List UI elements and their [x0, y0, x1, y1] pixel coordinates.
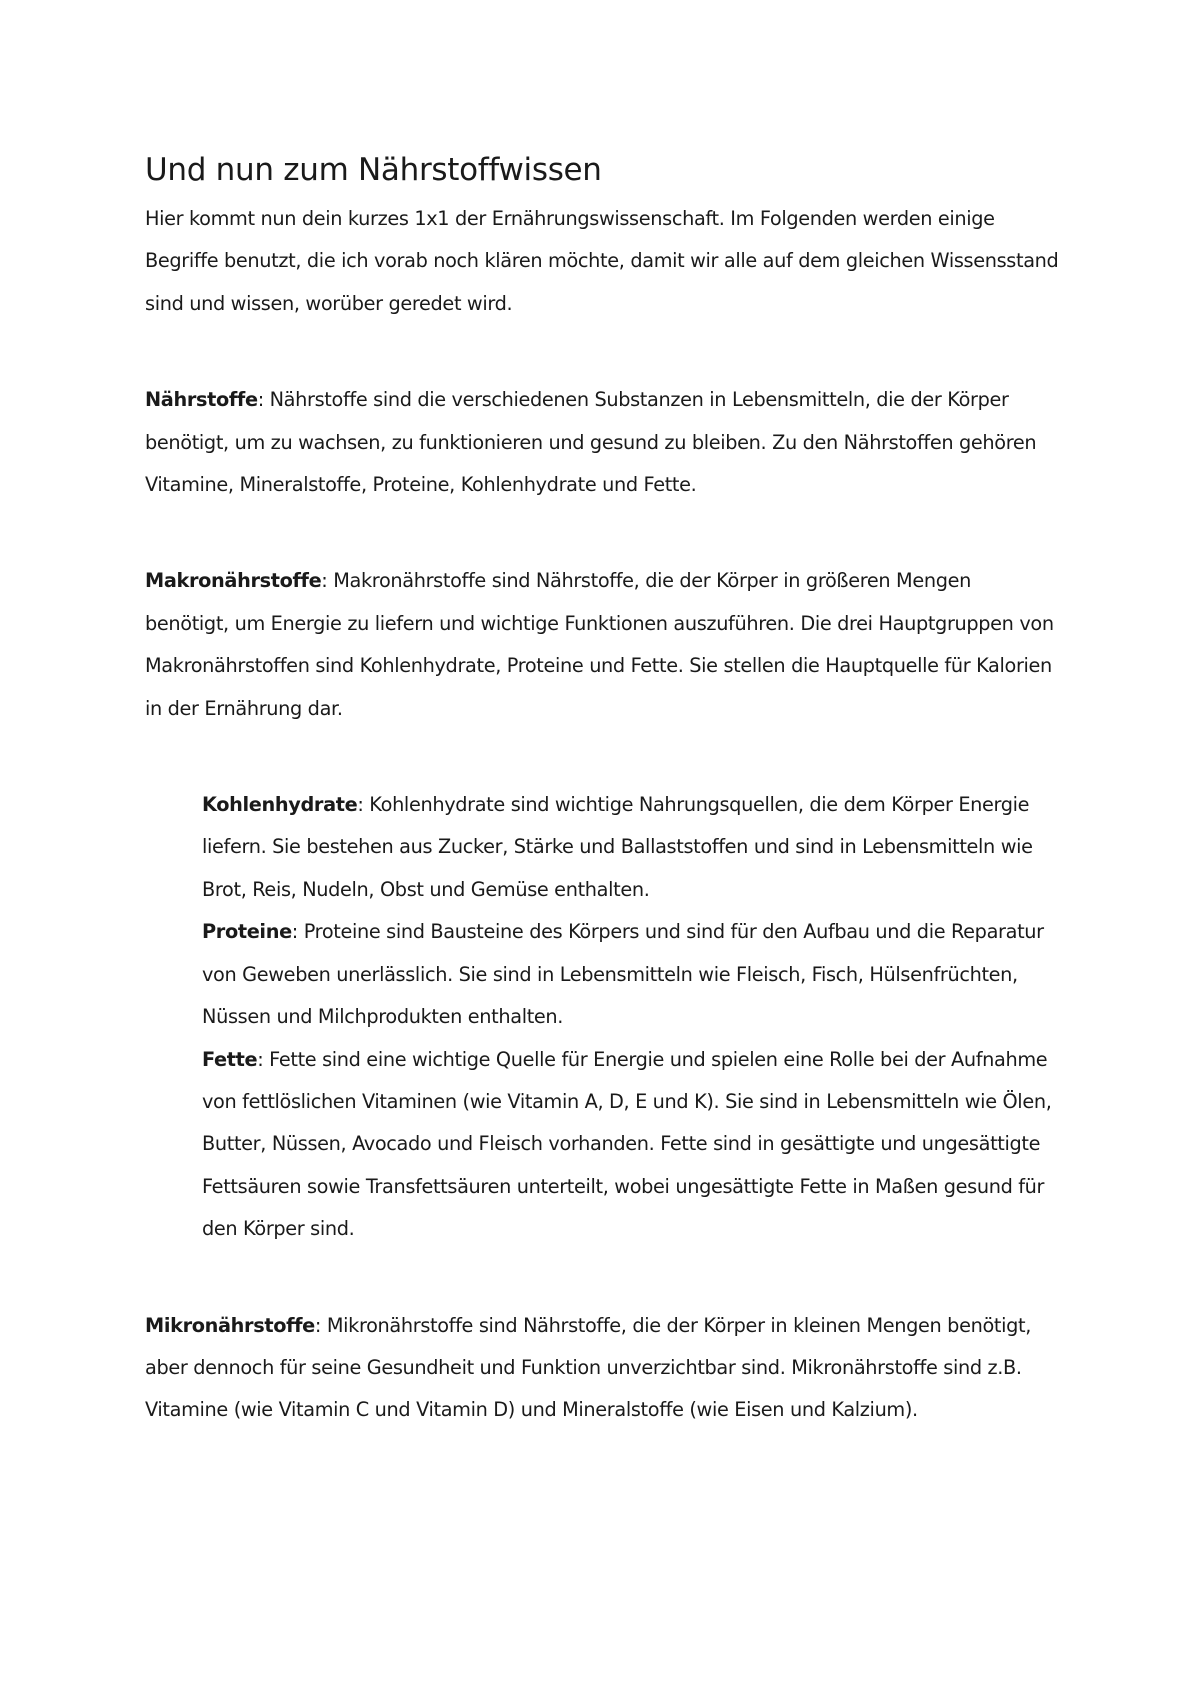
mikro-text: : Mikronährstoffe sind Nährstoffe, die der Körper in kleinen Mengen benötigt, aber dennoch für seine Gesundheit und Funktion unverzichtbar sind. Mikronährstoffe sind z.B. Vitamine (wie Vitamin C und Vitamin D) und Mineralstoffe (wie Eisen und Kalzium). — [145, 1313, 1031, 1422]
proteine-term: Proteine — [202, 920, 292, 944]
fette-text: : Fette sind eine wichtige Quelle für Energie und spielen eine Rolle bei der Aufnahme von fettlöslichen Vitaminen (wie Vitamin A, D, E und K). Sie sind in Lebensmitteln wie Ölen, Butter, Nüssen, Avocado und Fleisch vorhanden. Fette sind in gesättigte und ungesättigte Fettsäuren sowie Transfettsäuren unterteilt, wobei ungesättigte Fette in Maßen gesund für den Körper sind. — [202, 1047, 1052, 1241]
spacer — [145, 1251, 1060, 1305]
spacer — [145, 325, 1060, 379]
makro-term: Makronährstoffe — [145, 569, 322, 593]
intro-paragraph: Hier kommt nun dein kurzes 1x1 der Ernährungswissenschaft. Im Folgenden werden einige Begriffe benutzt, die ich vorab noch klären möchte, damit wir alle auf dem gleichen Wissensstand sind und wissen, worüber geredet wird. — [145, 207, 1059, 315]
mikro-paragraph — [145, 1305, 1060, 1432]
macro-subgroup-list — [202, 784, 1060, 1250]
makro-paragraph — [145, 560, 1060, 730]
kohlenhydrate-text: : Kohlenhydrate sind wichtige Nahrungsquellen, die dem Körper Energie liefern. Sie bestehen aus Zucker, Stärke und Ballaststoffen und sind in Lebensmitteln wie Brot, Reis, Nudeln, Obst und Gemüse enthalten. — [202, 793, 1033, 901]
kohlenhydrate-paragraph — [202, 784, 1060, 911]
mikro-term: Mikronährstoffe — [145, 1313, 315, 1337]
naehrstoffe-term: Nährstoffe — [145, 388, 258, 412]
spacer — [145, 730, 1060, 784]
spacer — [145, 506, 1060, 560]
kohlenhydrate-term: Kohlenhydrate — [202, 793, 358, 817]
naehrstoffe-paragraph — [145, 379, 1060, 506]
makro-text: : Makronährstoffe sind Nährstoffe, die der Körper in größeren Mengen benötigt, um Energie zu liefern und wichtige Funktionen auszuführen. Die drei Hauptgruppen von Makronährstoffen sind Kohlenhydrate, Proteine und Fette. Sie stellen die Hauptquelle für Kalorien in der Ernährung dar. — [145, 569, 1054, 720]
proteine-text: : Proteine sind Bausteine des Körpers und sind für den Aufbau und die Reparatur von Geweben unerlässlich. Sie sind in Lebensmitteln wie Fleisch, Fisch, Hülsenfrüchten, Nüssen und Milchprodukten enthalten. — [202, 920, 1044, 1029]
proteine-paragraph — [202, 911, 1060, 1038]
fette-paragraph — [202, 1039, 1060, 1251]
page-title: Und nun zum Nährstoffwissen — [145, 152, 602, 188]
document-page — [145, 148, 1060, 1432]
naehrstoffe-text: : Nährstoffe sind die verschiedenen Substanzen in Lebensmitteln, die der Körper benötigt, um zu wachsen, zu funktionieren und gesund zu bleiben. Zu den Nährstoffen gehören Vitamine, Mineralstoffe, Proteine, Kohlenhydrate und Fette. — [145, 388, 1037, 497]
fette-term: Fette — [202, 1047, 258, 1071]
